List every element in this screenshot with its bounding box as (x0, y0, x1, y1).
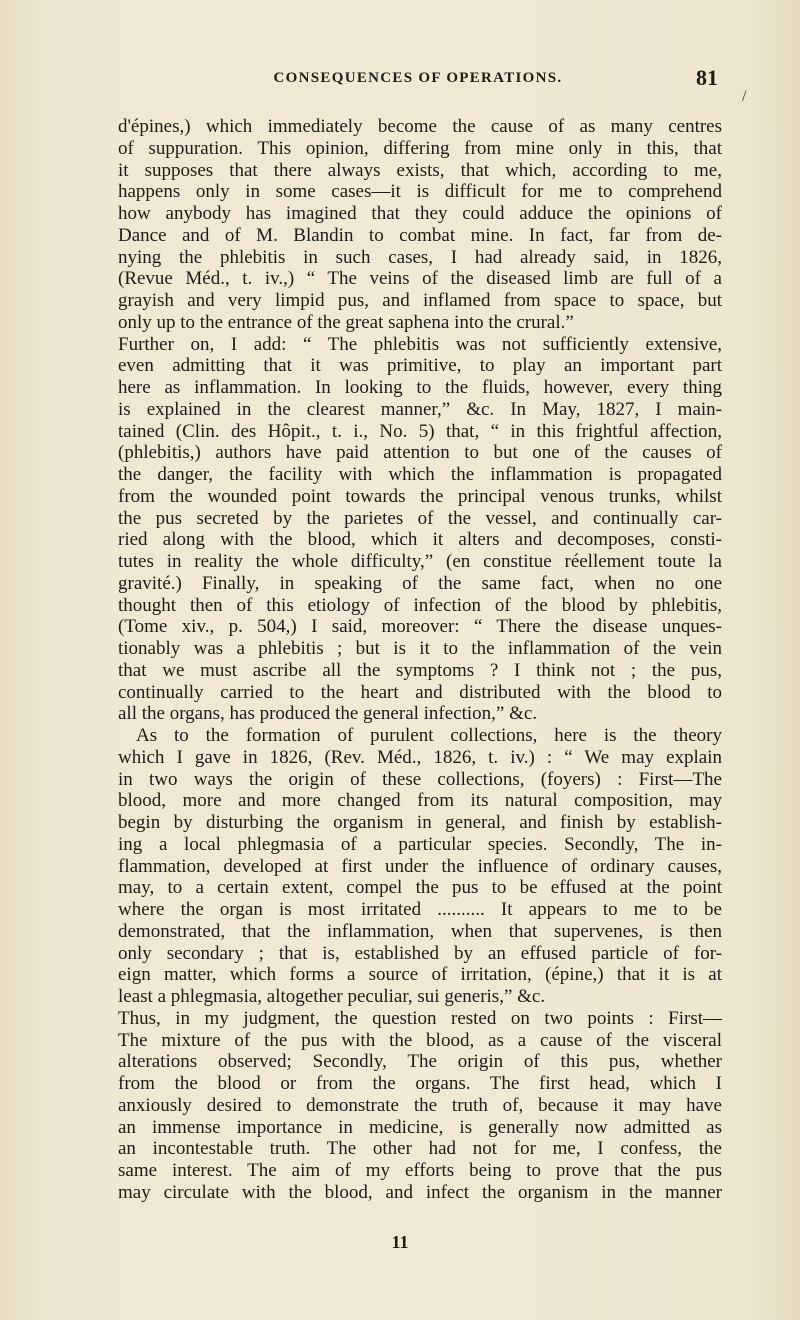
text-line: eign matter, which forms a source of irritation, (épine,) that it is at (118, 964, 722, 986)
text-line: Further on, I add: “ The phlebitis was not sufficiently extensive, (118, 333, 722, 355)
text-line: even admitting that it was primitive, to play an important part (118, 355, 722, 377)
text-line: an immense importance in medicine, is generally now admitted as (118, 1116, 722, 1138)
text-line: here as inflammation. In looking to the fluids, however, every thing (118, 377, 722, 398)
text-line: from the wounded point towards the principal venous trunks, whilst (118, 485, 722, 507)
text-line: demonstrated, that the inflammation, when that supervenes, is then (118, 920, 722, 942)
page-number: 81 (696, 65, 718, 90)
text-line: ried along with the blood, which it alters and decomposes, consti- (118, 529, 722, 551)
text-line: gravité.) Finally, in speaking of the same fact, when no one (118, 572, 722, 594)
text-line: alterations observed; Secondly, The origin of this pus, whether (118, 1051, 722, 1073)
body-text (118, 116, 722, 1204)
text-line: tained (Clin. des Hôpit., t. i., No. 5) that, “ in this frightful affection, (118, 420, 722, 442)
text-line: tionably was a phlebitis ; but is it to the inflammation of the vein (118, 638, 722, 659)
text-line: an incontestable truth. The other had not for me, I confess, the (118, 1138, 722, 1160)
text-line: only secondary ; that is, established by an effused particle of for- (118, 942, 722, 964)
text-line: how anybody has imagined that they could adduce the opinions of (118, 203, 722, 224)
text-line: the danger, the facility with which the inflammation is propagated (118, 464, 722, 485)
text-line: Thus, in my judgment, the question rested on two points : First— (118, 1007, 722, 1029)
text-line: happens only in some cases—it is difficult for me to comprehend (118, 181, 722, 203)
text-line: may circulate with the blood, and infect the organism in the manner (118, 1181, 722, 1203)
text-line: (Revue Méd., t. iv.,) “ The veins of the diseased limb are full of a (118, 268, 722, 290)
text-line: which I gave in 1826, (Rev. Méd., 1826, t. iv.) : “ We may explain (118, 746, 722, 768)
text-line: anxiously desired to demonstrate the truth of, because it may have (118, 1094, 722, 1116)
text-line: only up to the entrance of the great saphena into the crural.” (118, 311, 574, 333)
text-line: thought then of this etiology of infection of the blood by phlebitis, (118, 594, 722, 616)
text-line: (Tome xiv., p. 504,) I said, moreover: “ There the disease unques- (118, 616, 722, 638)
text-line: where the organ is most irritated .......... It appears to me to be (118, 899, 722, 920)
text-line: the pus secreted by the parietes of the vessel, and continually car- (118, 507, 722, 529)
text-line: Dance and of M. Blandin to combat mine. In fact, far from de- (118, 224, 722, 246)
text-line: in two ways the origin of these collections, (foyers) : First—The (118, 768, 722, 790)
text-line: all the organs, has produced the general infection,” &c. (118, 703, 538, 725)
text-line: grayish and very limpid pus, and inflamed from space to space, but (118, 290, 722, 311)
text-line: least a phlegmasia, altogether peculiar, sui generis,” &c. (118, 986, 546, 1007)
text-line: nying the phlebitis in such cases, I had already said, in 1826, (118, 246, 722, 268)
text-line: tutes in reality the whole difficulty,” (en constitue réellement toute la (118, 551, 722, 572)
text-line: continually carried to the heart and distributed with the blood to (118, 681, 722, 703)
page-header (118, 65, 718, 92)
margin-mark: / (742, 88, 747, 105)
text-line: that we must ascribe all the symptoms ? I think not ; the pus, (118, 659, 722, 681)
text-line: d'épines,) which immediately become the cause of as many centres (118, 116, 722, 137)
text-line: may, to a certain extent, compel the pus to be effused at the point (118, 877, 722, 899)
text-line: flammation, developed at first under the influence of ordinary causes, (118, 855, 722, 877)
text-line: same interest. The aim of my efforts being to prove that the pus (118, 1160, 722, 1181)
text-line: it supposes that there always exists, that which, according to me, (118, 159, 722, 181)
signature-mark: 11 (391, 1232, 409, 1252)
text-line: of suppuration. This opinion, differing from mine only in this, that (118, 137, 722, 159)
text-line: (phlebitis,) authors have paid attention to but one of the causes of (118, 442, 722, 464)
text-line: from the blood or from the organs. The first head, which I (118, 1073, 722, 1094)
text-line: The mixture of the pus with the blood, as a cause of the visceral (118, 1029, 722, 1051)
running-head: CONSEQUENCES OF OPERATIONS. (273, 70, 563, 86)
text-line: ing a local phlegmasia of a particular species. Secondly, The in- (118, 833, 722, 855)
text-line: As to the formation of purulent collections, here is the theory (136, 725, 722, 746)
text-line: begin by disturbing the organism in general, and finish by establish- (118, 812, 722, 833)
text-line: is explained in the clearest manner,” &c. In May, 1827, I main- (118, 398, 722, 420)
text-line: blood, more and more changed from its natural composition, may (118, 790, 722, 812)
